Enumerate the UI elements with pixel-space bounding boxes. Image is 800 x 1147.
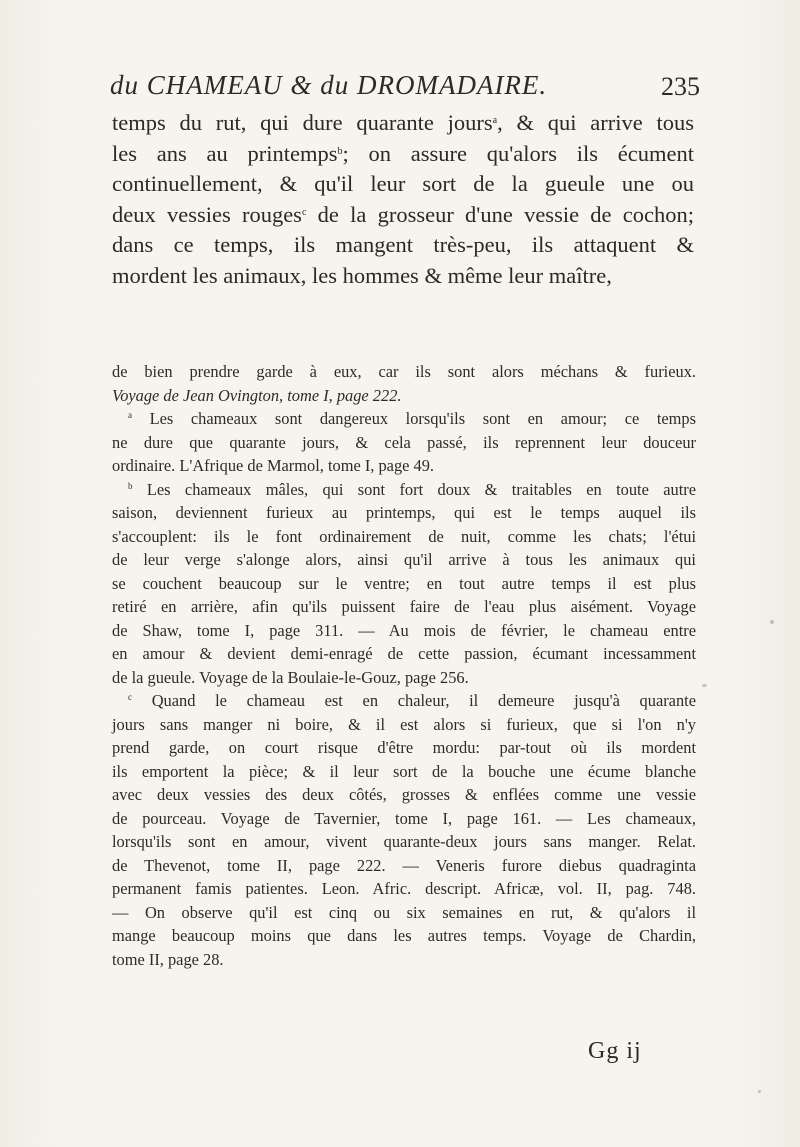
paper-speck [770,620,774,624]
footnote-ref-a: a [492,115,498,126]
note-a-marker: a [128,410,132,420]
note-continuation-line: de bien prendre garde à eux, car ils sont alors méchans & furieux. [112,362,696,381]
note-c-line: lorsqu'ils sont en amour, vivent quarante-deux jours sans manger. Relat. [112,832,696,851]
body-line: deux vessies rouges$^c$ de la grosseur d'une vessie de cochon; [112,201,694,227]
footnote-ref-c: c [301,206,307,218]
note-continuation-source: Voyage de Jean Ovington, tome I, page 222. [112,385,402,405]
note-c-line: de Thevenot, tome II, page 222. — Veneris furore diebus quadraginta [112,855,696,875]
note-a-line: ordinaire. L'Afrique de Marmol, tome I, page 49. [112,456,435,475]
paper-speck [758,1090,761,1093]
page-number: 235 [661,72,700,101]
note-c-marker: c [128,692,132,702]
note-a-line: ne dure que quarante jours, & cela passé, ils reprennent leur douceur [112,432,696,452]
running-head [110,70,700,104]
note-b-line: se couchent beaucoup sur le ventre; en tout autre temps il est plus [112,573,696,593]
note-b-line: en amour & devient demi-enragé de cette passion, écumant incessamment [112,644,696,663]
note-c-line: ils emportent la pièce; & il leur sort de la bouche une écume blanche [112,761,696,781]
main-text [112,108,694,291]
running-title: du CHAMEAU & du DROMADAIRE. [110,70,548,100]
footnotes [112,360,696,971]
note-c-line: tome II, page 28. [112,949,224,969]
note-b-marker: b [128,480,133,491]
body-line: les ans au printemps$^b$; on assure qu'alors ils écument [112,140,694,166]
note-c-line: prend garde, on court risque d'être mordu: par-tout où ils mordent [112,738,696,757]
note-b-line: de la gueule. Voyage de la Boulaie-le-Gouz, page 256. [112,667,469,687]
note-b-line: de Shaw, tome I, page 311. — Au mois de février, le chameau entre [112,620,696,640]
note-c-line: mange beaucoup moins que dans les autres temps. Voyage de Chardin, [112,926,696,945]
body-line: continuellement, & qu'il leur sort de la gueule une ou [112,171,694,196]
note-b-line: retiré en arrière, afin qu'ils puissent faire de l'eau plus aisément. Voyage [112,597,696,616]
body-line: dans ce temps, ils mangent très-peu, ils attaquent & [112,232,694,257]
body-line: mordent les animaux, les hommes & même leur maître, [112,262,612,288]
note-b-line: saison, deviennent furieux au printemps, qui est le temps auquel ils [112,503,696,522]
signature-mark: Gg ij [588,1038,642,1064]
note-c-line: permanent famis patientes. Leon. Afric. descript. Africæ, vol. II, pag. 748. [112,879,696,898]
note-b-line: $^b$ Les chameaux mâles, qui sont fort doux & traitables en toute autre [128,479,696,499]
body-line: temps du rut, qui dure quarante jours$^a$, & qui arrive tous [112,110,694,135]
note-a-line: $^a$ Les chameaux sont dangereux lorsqu'ils sont en amour; ce temps [128,409,696,428]
note-c-line: de pourceau. Voyage de Tavernier, tome I, page 161. — Les chameaux, [112,808,696,828]
footnote-ref-b: b [337,145,343,157]
note-c-line: — On observe qu'il est cinq ou six semaines en rut, & qu'alors il [112,902,696,922]
note-b-line: de leur verge s'alonge alors, ainsi qu'il arrive à tous les animaux qui [112,550,696,569]
note-c-line: $^c$ Quand le chameau est en chaleur, il demeure jusqu'à quarante [128,691,696,710]
note-c-line: jours sans manger ni boire, & il est alors si furieux, que si l'on n'y [112,714,696,734]
note-b-line: s'accouplent: ils le font ordinairement de nuit, comme les chats; l'étui [112,526,696,546]
paper-speck [702,684,707,687]
note-c-line: avec deux vessies des deux côtés, grosses & enflées comme une vessie [112,785,696,804]
